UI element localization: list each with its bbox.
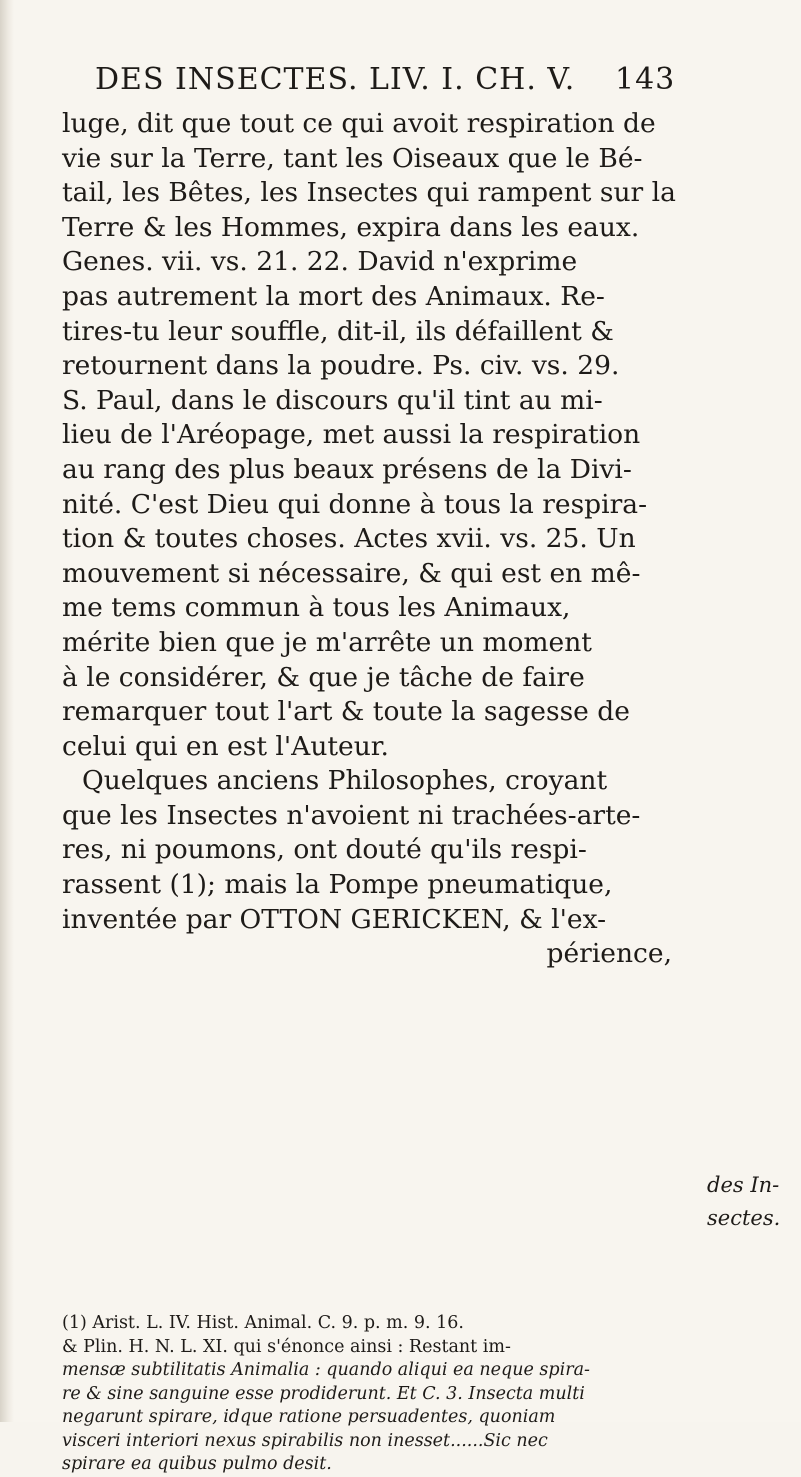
footnote-line: visceri interiori nexus spirabilis non inesset......Sic nec — [62, 1430, 548, 1451]
footnote-line: negarunt spirare, idque ratione persuadentes, quoniam — [62, 1407, 556, 1427]
page-fold-edge — [0, 0, 14, 1422]
body-line: tion & toutes choses. Actes xvii. vs. 25. Un — [62, 523, 636, 555]
body-line: remarquer tout l'art & toute la sagesse de — [62, 696, 630, 728]
body-line: res, ni poumons, ont douté qu'ils respi- — [62, 834, 587, 866]
body-line: pas autrement la mort des Animaux. Re- — [62, 280, 605, 312]
body-line: Terre & les Hommes, expira dans les eaux. — [62, 211, 640, 243]
body-line: S. Paul, dans le discours qu'il tint au mi- — [62, 384, 603, 416]
body-line-catchword: périence, — [546, 938, 672, 970]
body-line: vie sur la Terre, tant les Oiseaux que le Bé- — [62, 142, 643, 174]
running-head-title: DES INSECTES. LIV. I. CH. V. — [95, 62, 576, 97]
body-line: luge, dit que tout ce qui avoit respiration de — [62, 108, 656, 139]
body-line: Quelques anciens Philosophes, croyant — [82, 765, 608, 797]
footnote-line: re & sine sanguine esse prodiderunt. Et C. 3. Insecta multi — [62, 1383, 585, 1404]
body-line: tires-tu leur souffle, dit-il, ils défaillent & — [62, 315, 614, 347]
footnote-line: spirare ea quibus pulmo desit. — [62, 1454, 332, 1474]
margin-note-line: sectes. — [707, 1206, 781, 1230]
body-line: lieu de l'Aréopage, met aussi la respiration — [62, 419, 641, 451]
body-line: celui qui en est l'Auteur. — [62, 730, 389, 762]
margin-note — [707, 1169, 801, 1235]
footnote — [62, 1312, 732, 1477]
margin-note-line: des In- — [707, 1173, 780, 1197]
body-line: que les Insectes n'avoient ni trachées-arte- — [62, 799, 641, 831]
running-head — [95, 62, 676, 97]
body-line: tail, les Bêtes, les Insectes qui rampent sur la — [62, 177, 676, 209]
body-line: retournent dans la poudre. Ps. civ. vs. 29. — [62, 350, 620, 382]
footnote-line: mensæ subtilitatis Animalia : quando aliqui ea neque spira- — [62, 1360, 590, 1380]
body-line: Genes. vii. vs. 21. 22. David n'exprime — [62, 246, 578, 278]
page-number: 143 — [615, 62, 676, 97]
body-line: à le considérer, & que je tâche de faire — [62, 661, 585, 693]
body-line: mérite bien que je m'arrête un moment — [62, 626, 592, 658]
body-line: mouvement si nécessaire, & qui est en mê- — [62, 557, 641, 589]
body-line: au rang des plus beaux présens de la Divi- — [62, 453, 632, 485]
footnote-line: (1) Arist. L. IV. Hist. Animal. C. 9. p. m. 9. 16. — [62, 1313, 464, 1333]
body-line: rassent (1); mais la Pompe pneumatique, — [62, 869, 613, 901]
footnote-line: & Plin. H. N. L. XI. qui s'énonce ainsi : Restant im- — [62, 1336, 511, 1357]
body-text — [62, 107, 682, 972]
body-line: inventée par OTTON GERICKEN, & l'ex- — [62, 903, 607, 935]
body-line: me tems commun à tous les Animaux, — [62, 592, 571, 624]
body-line: nité. C'est Dieu qui donne à tous la respira- — [62, 488, 648, 520]
